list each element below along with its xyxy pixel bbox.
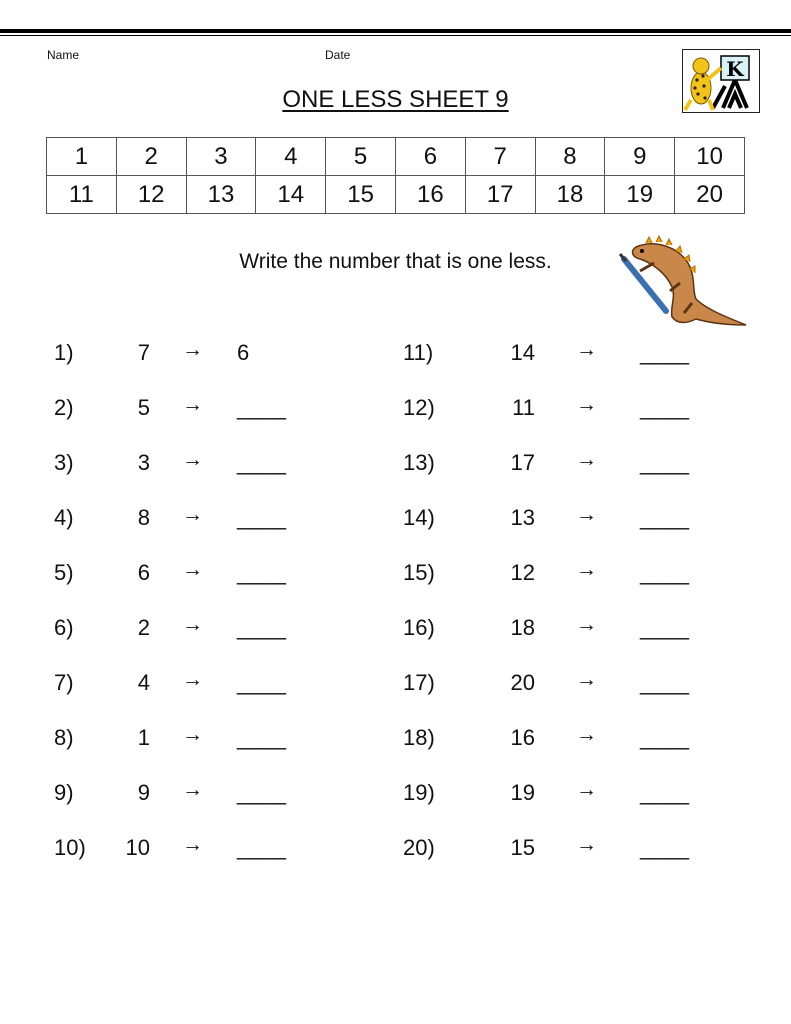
arrow-right-icon: → (576, 723, 597, 746)
arrow-right-icon: → (182, 833, 203, 856)
question-row (54, 670, 374, 698)
top-border-rule-thin (0, 35, 791, 36)
question-row (403, 560, 723, 588)
question-value: 13 (510, 505, 535, 530)
arrow-right-icon: → (182, 503, 203, 526)
number-chart-cell: 9 (605, 138, 675, 176)
question-row (403, 780, 723, 808)
question-number: 6) (54, 615, 74, 640)
question-row (54, 450, 374, 478)
number-chart (46, 137, 745, 214)
arrow-right-icon: → (182, 338, 203, 361)
number-chart-cell: 6 (395, 138, 465, 176)
answer-field[interactable]: ____ (237, 615, 286, 640)
question-value: 4 (137, 670, 150, 695)
page-title: ONE LESS SHEET 9 (282, 86, 509, 113)
arrow-right-icon: → (576, 668, 597, 691)
question-row (403, 670, 723, 698)
number-chart-cell: 16 (395, 176, 465, 214)
question-number: 12) (403, 395, 435, 420)
arrow-right-icon: → (576, 778, 597, 801)
number-chart-cell: 8 (535, 138, 605, 176)
question-value: 3 (137, 450, 150, 475)
question-value: 12 (510, 560, 535, 585)
question-value: 11 (512, 395, 535, 420)
question-value: 18 (510, 615, 535, 640)
number-chart-cell: 17 (465, 176, 535, 214)
arrow-right-icon: → (576, 558, 597, 581)
question-row (54, 395, 374, 423)
arrow-right-icon: → (182, 558, 203, 581)
question-number: 14) (403, 505, 435, 530)
answer-field[interactable]: ____ (237, 560, 286, 585)
number-chart-cell: 19 (605, 176, 675, 214)
question-number: 15) (403, 560, 435, 585)
question-row (54, 780, 374, 808)
question-number: 7) (54, 670, 74, 695)
question-value: 10 (125, 835, 150, 860)
date-label: Date (325, 48, 351, 62)
arrow-right-icon: → (576, 503, 597, 526)
question-row (54, 835, 374, 863)
arrow-right-icon: → (576, 613, 597, 636)
number-chart-cell: 1 (47, 138, 117, 176)
question-row (54, 615, 374, 643)
question-number: 4) (54, 505, 74, 530)
question-number: 1) (54, 340, 74, 365)
question-row (403, 450, 723, 478)
answer-field[interactable]: ____ (640, 725, 689, 750)
question-number: 17) (403, 670, 435, 695)
question-value: 19 (510, 780, 535, 805)
answer-field[interactable]: ____ (640, 450, 689, 475)
arrow-right-icon: → (182, 613, 203, 636)
number-chart-cell: 4 (256, 138, 326, 176)
question-number: 10) (54, 835, 86, 860)
answer-field[interactable]: ____ (640, 560, 689, 585)
answer-field[interactable]: 6 (237, 340, 250, 365)
number-chart-cell: 10 (675, 138, 745, 176)
number-chart-cell: 20 (675, 176, 745, 214)
arrow-right-icon: → (182, 723, 203, 746)
question-number: 20) (403, 835, 435, 860)
number-chart-cell: 2 (116, 138, 186, 176)
question-value: 8 (137, 505, 150, 530)
question-number: 18) (403, 725, 435, 750)
name-label: Name (47, 48, 80, 62)
answer-field[interactable]: ____ (237, 450, 286, 475)
arrow-right-icon: → (576, 338, 597, 361)
question-value: 2 (137, 615, 150, 640)
question-value: 6 (137, 560, 150, 585)
number-chart-row (47, 176, 745, 214)
answer-field[interactable]: ____ (237, 835, 286, 860)
question-row (403, 340, 723, 368)
question-value: 15 (510, 835, 535, 860)
arrow-right-icon: → (182, 393, 203, 416)
answer-field[interactable]: ____ (640, 835, 689, 860)
instruction-text: Write the number that is one less. (239, 250, 552, 273)
answer-field[interactable]: ____ (640, 615, 689, 640)
question-row (403, 395, 723, 423)
arrow-right-icon: → (182, 778, 203, 801)
question-number: 9) (54, 780, 74, 805)
question-number: 8) (54, 725, 74, 750)
number-chart-cell: 12 (116, 176, 186, 214)
number-chart-cell: 7 (465, 138, 535, 176)
answer-field[interactable]: ____ (237, 725, 286, 750)
question-number: 5) (54, 560, 74, 585)
arrow-right-icon: → (576, 833, 597, 856)
question-row (54, 560, 374, 588)
number-chart-cell: 14 (256, 176, 326, 214)
question-row (54, 340, 374, 368)
number-chart-cell: 15 (326, 176, 396, 214)
answer-field[interactable]: ____ (640, 340, 689, 365)
number-chart-row (47, 138, 745, 176)
answer-field[interactable]: ____ (237, 670, 286, 695)
question-number: 3) (54, 450, 74, 475)
answer-field[interactable]: ____ (640, 670, 689, 695)
question-row (403, 505, 723, 533)
arrow-right-icon: → (576, 448, 597, 471)
answer-field[interactable]: ____ (640, 780, 689, 805)
question-value: 17 (510, 450, 535, 475)
answer-field[interactable]: ____ (640, 395, 689, 420)
top-border-rule (0, 29, 791, 33)
number-chart-cell: 13 (186, 176, 256, 214)
question-number: 2) (54, 395, 74, 420)
number-chart-cell: 5 (326, 138, 396, 176)
question-number: 19) (403, 780, 435, 805)
question-value: 16 (510, 725, 535, 750)
number-chart-cell: 18 (535, 176, 605, 214)
answer-field[interactable]: ____ (237, 505, 286, 530)
question-number: 16) (403, 615, 435, 640)
number-chart-cell: 11 (47, 176, 117, 214)
question-value: 9 (137, 780, 150, 805)
question-row (403, 615, 723, 643)
question-number: 11) (403, 340, 434, 365)
question-value: 20 (510, 670, 535, 695)
arrow-right-icon: → (182, 668, 203, 691)
question-row (54, 725, 374, 753)
question-number: 13) (403, 450, 435, 475)
answer-field[interactable]: ____ (640, 505, 689, 530)
lizard-pencil-icon (600, 233, 750, 333)
answer-field[interactable]: ____ (237, 780, 286, 805)
answer-field[interactable]: ____ (237, 395, 286, 420)
question-row (403, 835, 723, 863)
arrow-right-icon: → (576, 393, 597, 416)
number-chart-cell: 3 (186, 138, 256, 176)
question-value: 5 (137, 395, 150, 420)
question-value: 14 (510, 340, 535, 365)
logo-letter: K (726, 57, 744, 81)
arrow-right-icon: → (182, 448, 203, 471)
question-row (403, 725, 723, 753)
question-value: 1 (137, 725, 150, 750)
question-row (54, 505, 374, 533)
question-value: 7 (137, 340, 150, 365)
